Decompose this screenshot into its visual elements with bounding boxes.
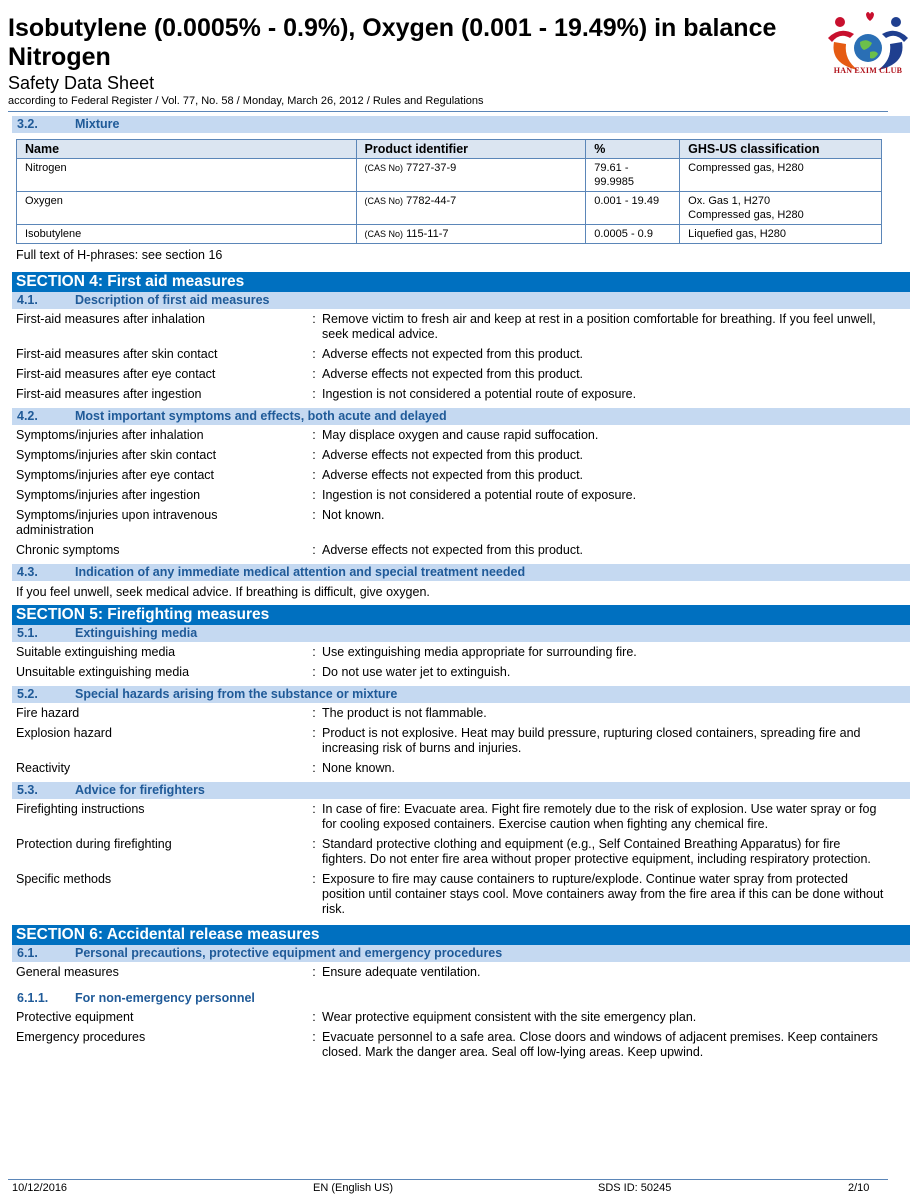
table-header-row: [17, 140, 882, 159]
footer-language: EN (English US): [313, 1182, 394, 1194]
field-label: Unsuitable extinguishing media: [16, 665, 190, 679]
subsection-title: Description of first aid measures: [75, 293, 270, 307]
table-row: [17, 225, 882, 244]
subsection-title: Personal precautions, protective equipment and emergency procedures: [75, 946, 503, 960]
field-value: Standard protective clothing and equipment (e.g., Self Contained Breathing Apparatus) for fire fighters. Do not enter fire area without proper protective equipment, including respiratory protection.: [322, 837, 871, 866]
header-divider: [8, 111, 888, 112]
subsection-title: Indication of any immediate medical attention and special treatment needed: [75, 565, 526, 579]
paragraph: If you feel unwell, seek medical advice. If breathing is difficult, give oxygen.: [16, 585, 430, 599]
footer-sds-id: SDS ID: 50245: [598, 1182, 672, 1194]
list-item: First-aid measures after skin contact : Adverse effects not expected from this product.: [12, 344, 910, 364]
column-header-ghs-classification: GHS-US classification: [680, 140, 882, 159]
subsection-number: 6.1.: [17, 946, 38, 960]
cas-number: 7782-44-7: [406, 195, 457, 207]
field-value: May displace oxygen and cause rapid suffocation.: [322, 428, 599, 442]
subsection-number: 3.2.: [17, 117, 38, 131]
logo-caption: HAN EXIM CLUB: [833, 66, 903, 75]
field-value: Exposure to fire may cause containers to rupture/explode. Continue water spray from protected position until container stays cool. Move containers away from the fire area if this can be done without risk.: [322, 872, 884, 916]
field-label: First-aid measures after inhalation: [16, 312, 205, 326]
document-body: [12, 116, 910, 1062]
subsection-number: 5.3.: [17, 783, 38, 797]
document-title: Isobutylene (0.0005% - 0.9%), Oxygen (0.001 - 19.49%) in balance Nitrogen: [8, 14, 777, 71]
field-label: Suitable extinguishing media: [16, 645, 176, 659]
field-label: Fire hazard: [16, 706, 80, 720]
list-item: First-aid measures after ingestion : Ingestion is not considered a potential route of exposure.: [12, 384, 910, 408]
subsection-header-6-1: [12, 945, 910, 962]
section-header-4: SECTION 4: First aid measures: [12, 272, 910, 292]
subsection-title: Special hazards arising from the substance or mixture: [75, 687, 398, 701]
field-label: Emergency procedures: [16, 1030, 146, 1044]
field-label: General measures: [16, 965, 119, 979]
subsection-title: Most important symptoms and effects, both acute and delayed: [75, 409, 447, 423]
field-value: Adverse effects not expected from this product.: [322, 367, 584, 381]
list-item: Symptoms/injuries after inhalation : May displace oxygen and cause rapid suffocation.: [12, 425, 910, 445]
list-item: First-aid measures after eye contact : Adverse effects not expected from this product.: [12, 364, 910, 384]
field-value: Ingestion is not considered a potential route of exposure.: [322, 488, 637, 502]
table-row: [17, 159, 882, 192]
section-header-5: SECTION 5: Firefighting measures: [12, 605, 910, 625]
footer-page-number: 2/10: [848, 1182, 870, 1194]
field-label: Firefighting instructions: [16, 802, 145, 816]
regulation-line: according to Federal Register / Vol. 77, No. 58 / Monday, March 26, 2012 / Rules and Regulations: [8, 95, 484, 107]
subsection-number: 4.2.: [17, 409, 38, 423]
h-phrases-note: Full text of H-phrases: see section 16: [16, 248, 223, 262]
subsection-header-5-3: [12, 782, 910, 799]
field-label: Symptoms/injuries upon intravenous administration: [16, 508, 218, 537]
cell-product-identifier: [356, 192, 586, 225]
cell-percent: 79.61 - 99.9985: [586, 159, 680, 192]
field-value: Not known.: [322, 508, 385, 522]
field-label: Reactivity: [16, 761, 71, 775]
list-item: First-aid measures after inhalation : Remove victim to fresh air and keep at rest in a position comfortable for breathing. If you feel unwell, seek medical advice.: [12, 309, 910, 344]
cell-name: Isobutylene: [17, 225, 357, 244]
mixture-table: [16, 139, 882, 244]
subsection-number: 5.2.: [17, 687, 38, 701]
subsection-number: 4.3.: [17, 565, 38, 579]
subsection-title: Advice for firefighters: [75, 783, 205, 797]
field-value: Product is not explosive. Heat may build pressure, rupturing closed containers, spreading fire and increasing risk of burns and injuries.: [322, 726, 861, 755]
list-item: Specific methods : Exposure to fire may cause containers to rupture/explode. Continue water spray from protected position until container stays cool. Move containers away from the fire area if this can be done without risk.: [12, 869, 910, 925]
subsection-title: For non-emergency personnel: [75, 991, 255, 1005]
field-value: Wear protective equipment consistent with the site emergency plan.: [322, 1010, 697, 1024]
field-label: Chronic symptoms: [16, 543, 120, 557]
cas-number: 115-11-7: [406, 228, 449, 240]
list-item: Symptoms/injuries upon intravenous administration : Not known.: [12, 505, 910, 540]
subsection-number: 6.1.1.: [17, 991, 49, 1005]
subsection-header-4-3: [12, 564, 910, 581]
cell-product-identifier: [356, 225, 586, 244]
cell-percent: 0.001 - 19.49: [586, 192, 680, 225]
cas-number: 7727-37-9: [406, 162, 457, 174]
subsection-title: Mixture: [75, 117, 120, 131]
cell-ghs: Compressed gas, H280: [680, 159, 882, 192]
subsection-title: Extinguishing media: [75, 626, 198, 640]
field-value: In case of fire: Evacuate area. Fight fire remotely due to the risk of explosion. Use water spray or fog for cooling exposed containers. Exercise caution when fighting any chemical fire.: [322, 802, 877, 831]
field-label: Symptoms/injuries after eye contact: [16, 468, 214, 482]
field-label: Symptoms/injuries after inhalation: [16, 428, 204, 442]
column-header-name: Name: [17, 140, 357, 159]
field-value: Adverse effects not expected from this product.: [322, 543, 584, 557]
subsection-header-4-1: [12, 292, 910, 309]
column-header-product-identifier: Product identifier: [356, 140, 586, 159]
field-value: Remove victim to fresh air and keep at rest in a position comfortable for breathing. If you feel unwell, seek medical advice.: [322, 312, 876, 341]
list-item: Symptoms/injuries after eye contact : Adverse effects not expected from this product.: [12, 465, 910, 485]
list-item: Symptoms/injuries after skin contact : Adverse effects not expected from this product.: [12, 445, 910, 465]
field-value: The product is not flammable.: [322, 706, 487, 720]
field-label: Explosion hazard: [16, 726, 112, 740]
field-label: First-aid measures after ingestion: [16, 387, 202, 401]
subsection-header-3-2: [12, 116, 910, 133]
field-value: Do not use water jet to extinguish.: [322, 665, 511, 679]
field-label: First-aid measures after eye contact: [16, 367, 216, 381]
section-header-6: SECTION 6: Accidental release measures: [12, 925, 910, 945]
footer-divider: [8, 1179, 888, 1180]
field-value: Evacuate personnel to a safe area. Close doors and windows of adjacent premises. Keep containers closed. Mark the danger area. Seal off low-lying areas. Keep upwind.: [322, 1030, 878, 1059]
field-value: Adverse effects not expected from this product.: [322, 448, 584, 462]
list-item: Explosion hazard : Product is not explosive. Heat may build pressure, rupturing closed containers, spreading fire and increasing risk of burns and injuries.: [12, 723, 910, 758]
list-item: General measures : Ensure adequate ventilation.: [12, 962, 910, 990]
list-item: Suitable extinguishing media : Use extinguishing media appropriate for surrounding fire.: [12, 642, 910, 662]
field-label: Symptoms/injuries after ingestion: [16, 488, 201, 502]
cas-prefix: (CAS No): [364, 229, 404, 239]
list-item: Protection during firefighting : Standard protective clothing and equipment (e.g., Self Contained Breathing Apparatus) for fire fighters. Do not enter fire area without proper protective equipment, including respiratory protection.: [12, 834, 910, 869]
list-item: Emergency procedures : Evacuate personnel to a safe area. Close doors and windows of adjacent premises. Keep containers closed. Mark the danger area. Seal off low-lying areas. Keep upwind.: [12, 1027, 910, 1062]
field-value: Ensure adequate ventilation.: [322, 965, 481, 979]
cas-prefix: (CAS No): [364, 196, 404, 206]
field-label: Symptoms/injuries after skin contact: [16, 448, 217, 462]
field-value: Adverse effects not expected from this product.: [322, 468, 584, 482]
field-label: Protective equipment: [16, 1010, 134, 1024]
list-item: Fire hazard : The product is not flammable.: [12, 703, 910, 723]
cell-name: Oxygen: [17, 192, 357, 225]
subsection-header-6-1-1: [12, 990, 910, 1007]
footer-date: 10/12/2016: [12, 1182, 68, 1194]
field-value: None known.: [322, 761, 395, 775]
list-item: Symptoms/injuries after ingestion : Ingestion is not considered a potential route of exposure.: [12, 485, 910, 505]
document-subtitle: Safety Data Sheet: [8, 73, 155, 93]
field-value: Adverse effects not expected from this product.: [322, 347, 584, 361]
cas-prefix: (CAS No): [364, 163, 404, 173]
cell-name: Nitrogen: [17, 159, 357, 192]
subsection-number: 4.1.: [17, 293, 38, 307]
list-item: Firefighting instructions : In case of fire: Evacuate area. Fight fire remotely due to the risk of explosion. Use water spray or fog for cooling exposed containers. Exercise caution when fighting any chemical fire.: [12, 799, 910, 834]
cell-ghs: Ox. Gas 1, H270 Compressed gas, H280: [680, 192, 882, 225]
cell-ghs: Liquefied gas, H280: [680, 225, 882, 244]
subsection-header-5-2: [12, 686, 910, 703]
list-item: Reactivity : None known.: [12, 758, 910, 782]
field-label: Specific methods: [16, 872, 112, 886]
field-value: Use extinguishing media appropriate for surrounding fire.: [322, 645, 637, 659]
subsection-header-5-1: [12, 625, 910, 642]
cell-percent: 0.0005 - 0.9: [586, 225, 680, 244]
cell-product-identifier: [356, 159, 586, 192]
field-value: Ingestion is not considered a potential route of exposure.: [322, 387, 637, 401]
column-header-percent: %: [586, 140, 680, 159]
field-label: First-aid measures after skin contact: [16, 347, 218, 361]
field-label: Protection during firefighting: [16, 837, 172, 851]
list-item: Chronic symptoms : Adverse effects not expected from this product.: [12, 540, 910, 564]
list-item: Protective equipment : Wear protective equipment consistent with the site emergency plan.: [12, 1007, 910, 1027]
subsection-header-4-2: [12, 408, 910, 425]
subsection-number: 5.1.: [17, 626, 38, 640]
table-row: [17, 192, 882, 225]
list-item: Unsuitable extinguishing media : Do not use water jet to extinguish.: [12, 662, 910, 686]
